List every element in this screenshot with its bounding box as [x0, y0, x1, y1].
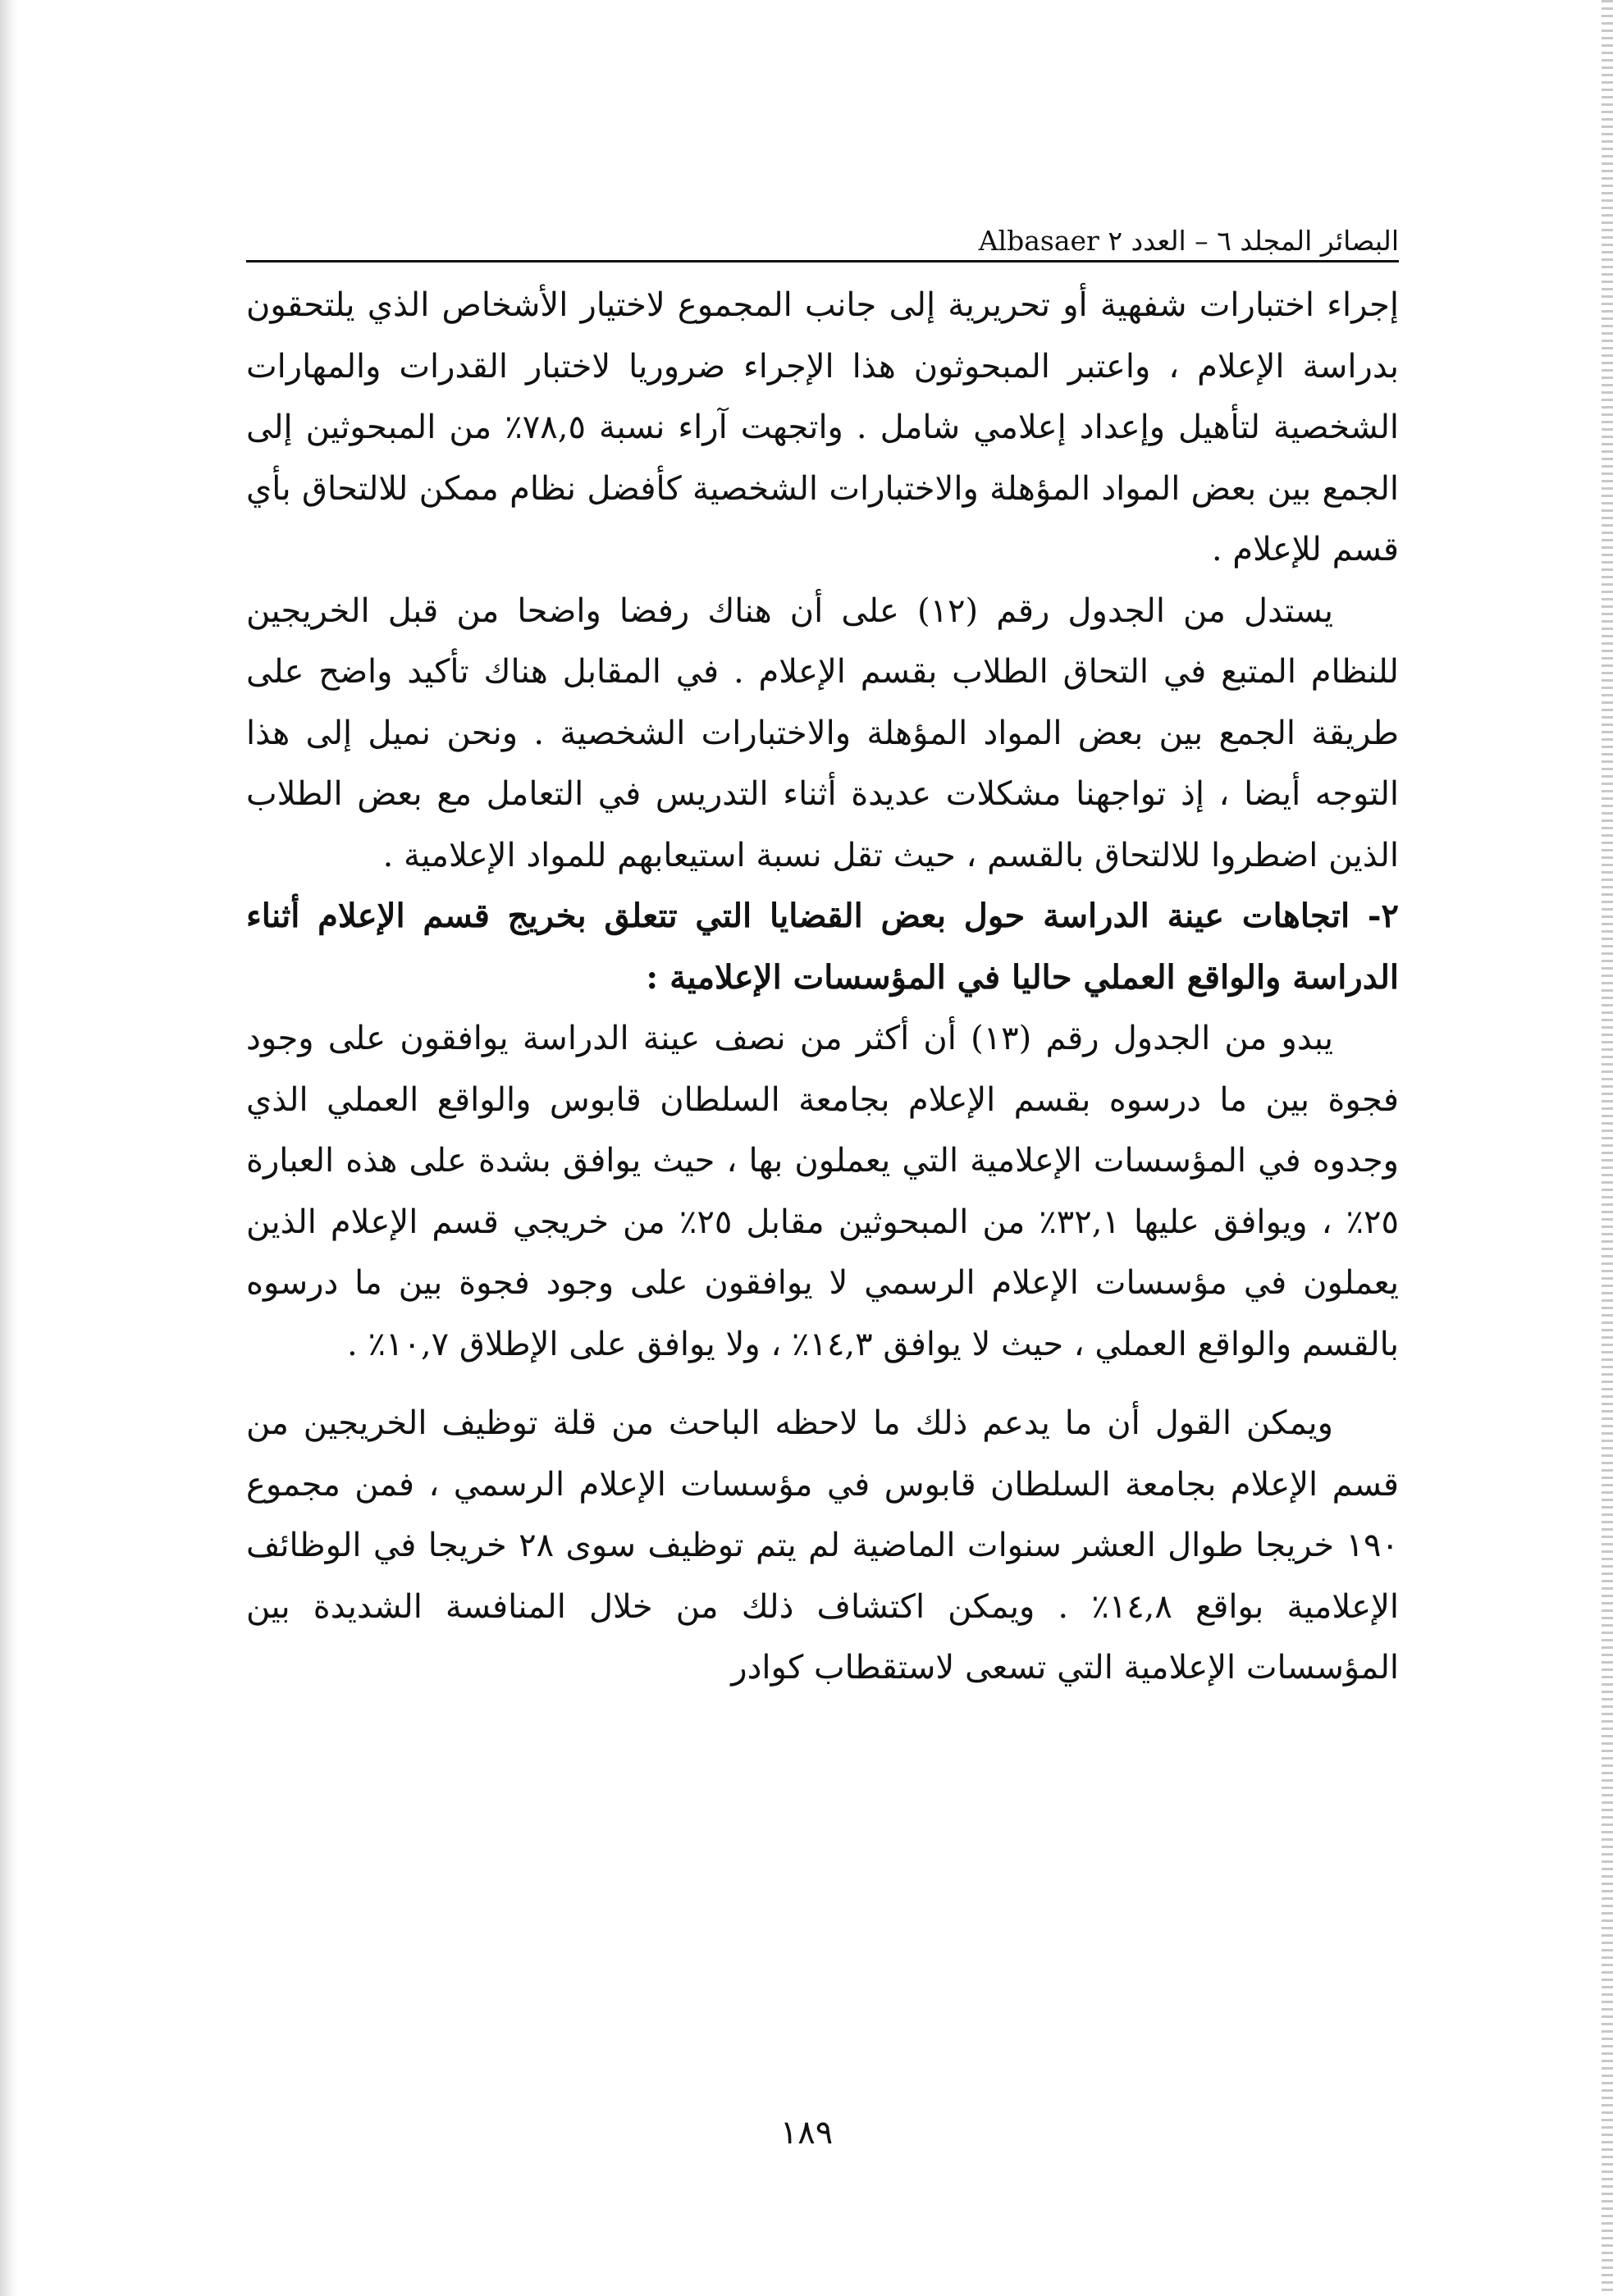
- section-heading: ٢- اتجاهات عينة الدراسة حول بعض القضايا التي تتعلق بخريج قسم الإعلام أثناء الدراسة والواقع العملي حاليا في المؤسسات الإعلامية :: [246, 897, 1399, 997]
- paragraph-continued: إجراء اختبارات شفهية أو تحريرية إلى جانب المجموع لاختيار الأشخاص الذي يلتحقون بدراسة الإعلام ، واعتبر المبحوثون هذا الإجراء ضروريا لاختبار القدرات والمهارات الشخصية لتأهيل وإعداد إعلامي شامل . واتجهت آراء نسبة ٧٨,٥٪ من المبحوثين إلى الجمع بين بعض المواد المؤهلة والاختبارات الشخصية كأفضل نظام ممكن للالتحاق بأي قسم للإعلام .: [246, 286, 1400, 568]
- body-text: [246, 275, 1399, 1699]
- running-header-text: البصائر المجلد ٦ – العدد ٢ Albasaer: [978, 225, 1399, 257]
- paragraph: يبدو من الجدول رقم (١٣) أن أكثر من نصف عينة الدراسة يوافقون على وجود فجوة بين ما درسوه بقسم الإعلام بجامعة السلطان قابوس والواقع العملي الذي وجدوه في المؤسسات الإعلامية التي يعملون بها ، حيث يوافق بشدة على هذه العبارة ٢٥٪ ، ويوافق عليها ٣٢,١٪ من المبحوثين مقابل ٢٥٪ من خريجي قسم الإعلام الذين يعملون في مؤسسات الإعلام الرسمي لا يوافقون على وجود فجوة بين ما درسوه بالقسم والواقع العملي ، حيث لا يوافق ١٤,٣٪ ، ولا يوافق على الإطلاق ١٠,٧٪ .: [246, 1020, 1400, 1363]
- scan-edge-left: [0, 0, 18, 2296]
- paragraph: يستدل من الجدول رقم (١٢) على أن هناك رفضا واضحا من قبل الخريجين للنظام المتبع في التحاق الطلاب بقسم الإعلام . في المقابل هناك تأكيد واضح على طريقة الجمع بين بعض المواد المؤهلة والاختبارات الشخصية . ونحن نميل إلى هذا التوجه أيضا ، إذ تواجهنا مشكلات عديدة أثناء التدريس في التعامل مع بعض الطلاب الذين اضطروا للالتحاق بالقسم ، حيث تقل نسبة استيعابهم للمواد الإعلامية .: [246, 591, 1400, 874]
- paragraph: ويمكن القول أن ما يدعم ذلك ما لاحظه الباحث من قلة توظيف الخريجين من قسم الإعلام بجامعة السلطان قابوس في مؤسسات الإعلام الرسمي ، فمن مجموع ١٩٠ خريجا طوال العشر سنوات الماضية لم يتم توظيف سوى ٢٨ خريجا في الوظائف الإعلامية بواقع ١٤,٨٪ . ويمكن اكتشاف ذلك من خلال المنافسة الشديدة بين المؤسسات الإعلامية التي تسعى لاستقطاب كوادر: [246, 1404, 1400, 1687]
- scan-edge-right: [1602, 0, 1613, 2296]
- page-number: ١٨٩: [779, 2114, 834, 2152]
- running-header: [246, 215, 1399, 258]
- header-rule: [246, 260, 1399, 262]
